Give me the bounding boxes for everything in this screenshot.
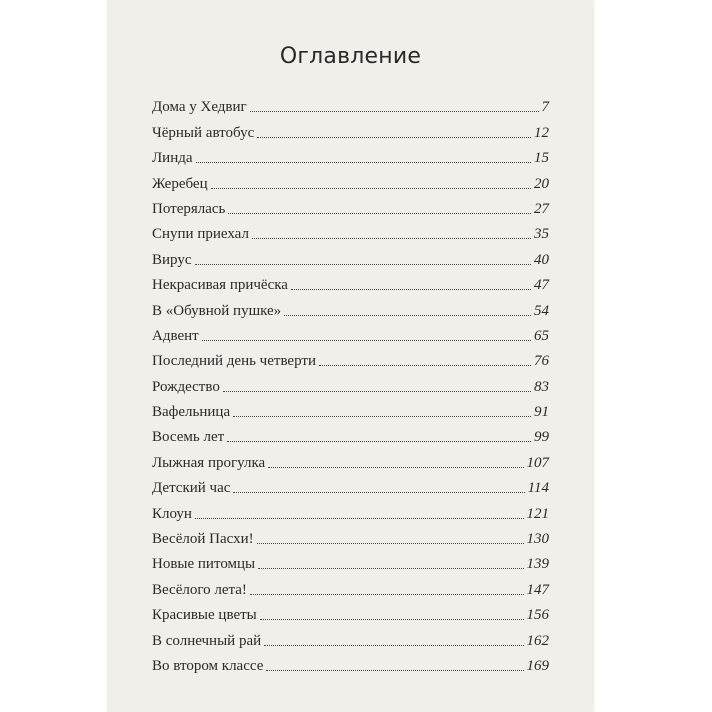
- dot-leader: [250, 593, 524, 595]
- toc-entry-page-number: 15: [534, 150, 549, 167]
- toc-entry: [152, 118, 549, 143]
- dot-leader: [250, 110, 539, 112]
- toc-entry-title: Снупи приехал: [152, 226, 249, 243]
- toc-entry: [152, 220, 549, 245]
- toc-entry-title: Во втором классе: [152, 657, 264, 674]
- toc-entry-page-number: 27: [534, 200, 549, 217]
- dot-leader: [252, 237, 531, 239]
- toc-entry: [152, 144, 549, 169]
- toc-entry-page-number: 40: [534, 251, 549, 268]
- toc-entry-title: Клоун: [152, 505, 192, 522]
- toc-entry-page-number: 76: [534, 353, 549, 370]
- dot-leader: [202, 339, 531, 341]
- toc-entry-page-number: 7: [541, 99, 549, 116]
- dot-leader: [260, 618, 524, 620]
- toc-entry-title: Последний день четверти: [152, 353, 316, 370]
- dot-leader: [233, 491, 524, 493]
- dot-leader: [228, 212, 531, 214]
- toc-entry: [152, 322, 549, 347]
- toc-entry: [152, 652, 549, 677]
- toc-entry-page-number: 121: [526, 505, 549, 522]
- toc-entry: [152, 271, 549, 296]
- toc-entry-title: Рождество: [152, 378, 220, 395]
- toc-entry-title: Весёлого лета!: [152, 581, 247, 598]
- toc-entry-title: Новые питомцы: [152, 556, 256, 573]
- dot-leader: [196, 161, 531, 163]
- toc-entry-page-number: 65: [534, 327, 549, 344]
- toc-entry-page-number: 147: [526, 581, 549, 598]
- toc-entry: [152, 499, 549, 524]
- page-title: Оглавление: [279, 44, 422, 69]
- toc-entry: [152, 169, 549, 194]
- dot-leader: [284, 314, 531, 316]
- toc-entry-title: В солнечный рай: [152, 632, 262, 649]
- toc-entry-page-number: 20: [534, 175, 549, 192]
- dot-leader: [195, 263, 532, 265]
- toc-entry: [152, 195, 549, 220]
- toc-entry-page-number: 130: [526, 531, 549, 548]
- toc-entry: [152, 398, 549, 423]
- toc-entry-title: Вирус: [152, 251, 192, 268]
- toc-entry: [152, 575, 549, 600]
- dot-leader: [291, 288, 531, 290]
- toc-entry-page-number: 139: [526, 556, 549, 573]
- dot-leader: [223, 390, 531, 392]
- dot-leader: [268, 466, 523, 468]
- dot-leader: [257, 542, 524, 544]
- toc-entry-page-number: 169: [526, 657, 549, 674]
- dot-leader: [195, 517, 524, 519]
- toc-entry-title: Чёрный автобус: [152, 124, 255, 141]
- dot-leader: [319, 364, 531, 366]
- toc-entry: [152, 296, 549, 321]
- toc-entry-title: В «Обувной пушке»: [152, 302, 282, 319]
- dot-leader: [233, 415, 531, 417]
- toc-entry: [152, 423, 549, 448]
- toc-entry-title: Потерялась: [152, 200, 226, 217]
- toc-entry: [152, 245, 549, 270]
- toc-entry-page-number: 99: [534, 429, 549, 446]
- table-of-contents: [152, 93, 549, 677]
- toc-entry-title: Весёлой Пасхи!: [152, 531, 254, 548]
- toc-entry-page-number: 12: [534, 124, 549, 141]
- toc-entry-title: Жеребец: [152, 175, 208, 192]
- dot-leader: [258, 567, 523, 569]
- dot-leader: [211, 187, 531, 189]
- toc-entry-page-number: 54: [534, 302, 549, 319]
- toc-entry: [152, 525, 549, 550]
- toc-entry-title: Линда: [152, 150, 193, 167]
- toc-entry-title: Некрасивая причёска: [152, 277, 288, 294]
- toc-entry-page-number: 156: [526, 607, 549, 624]
- toc-entry-page-number: 83: [534, 378, 549, 395]
- toc-entry-page-number: 114: [527, 480, 549, 497]
- book-page: [107, 0, 594, 712]
- toc-entry: [152, 448, 549, 473]
- toc-entry-page-number: 162: [526, 632, 549, 649]
- toc-entry-title: Красивые цветы: [152, 607, 257, 624]
- toc-entry-title: Восемь лет: [152, 429, 225, 446]
- toc-entry-page-number: 107: [526, 454, 549, 471]
- toc-entry: [152, 601, 549, 626]
- toc-entry: [152, 93, 549, 118]
- toc-entry: [152, 626, 549, 651]
- dot-leader: [264, 644, 523, 646]
- toc-entry-title: Лыжная прогулка: [152, 454, 266, 471]
- toc-entry-title: Вафельница: [152, 404, 231, 421]
- toc-entry-page-number: 91: [534, 404, 549, 421]
- toc-entry: [152, 550, 549, 575]
- dot-leader: [266, 669, 523, 671]
- toc-entry-title: Детский час: [152, 480, 231, 497]
- toc-entry-page-number: 35: [534, 226, 549, 243]
- toc-entry-page-number: 47: [534, 277, 549, 294]
- dot-leader: [227, 440, 531, 442]
- toc-entry-title: Адвент: [152, 327, 199, 344]
- toc-entry: [152, 347, 549, 372]
- toc-entry: [152, 474, 549, 499]
- toc-entry-title: Дома у Хедвиг: [152, 99, 247, 116]
- toc-entry: [152, 372, 549, 397]
- dot-leader: [257, 136, 531, 138]
